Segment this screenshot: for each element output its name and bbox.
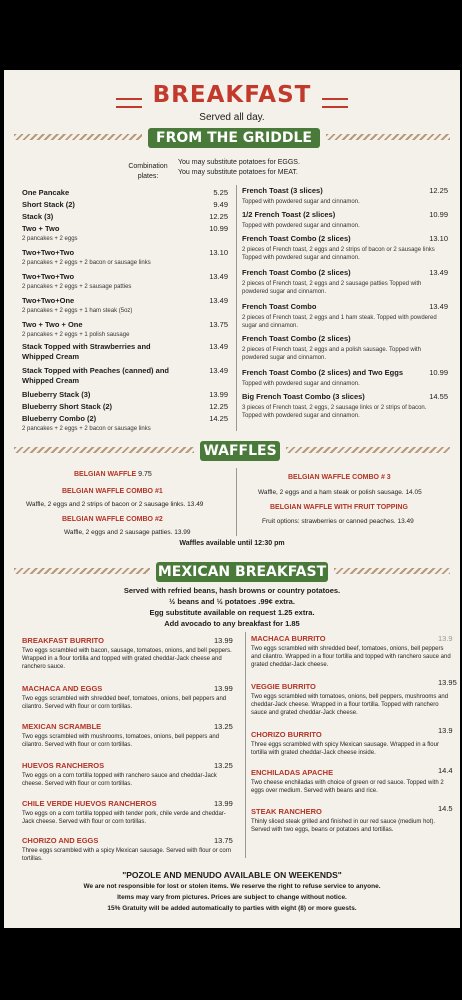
mexican-item: VEGGIE BURRITO — [251, 682, 316, 691]
mexican-item-price: 13.99 — [214, 684, 233, 693]
combo-notes — [178, 158, 358, 178]
french-toast-item: French Toast Combo 13.49 — [242, 302, 448, 311]
footer-line: We are not responsible for lost or stolen items. We reserve the right to refuse service to anyone. — [83, 883, 381, 890]
mexican-item: CHILE VERDE HUEVOS RANCHEROS — [22, 799, 157, 808]
mexican-divider — [245, 632, 246, 858]
waffle-item-desc: Fruit options: strawberries or canned peaches. 13.49 — [262, 518, 414, 525]
mexican-item-desc: Three eggs scrambled with spicy Mexican sausage. Wrapped in a flour tortilla with grated cheddar-Jack cheese inside. — [251, 742, 439, 756]
mexican-note: Served with refried beans, hash browns or country potatoes. — [123, 586, 341, 595]
french-toast-item: Big French Toast Combo (3 slices) 14.55 — [242, 392, 448, 401]
zigzag-left — [14, 134, 142, 140]
mexican-item-desc: Two eggs on a corn tortilla topped with ranchero sauce and cheddar-Jack cheese. Served with flour or corn tortillas. — [22, 773, 217, 787]
zigzag-right — [334, 568, 450, 574]
french-toast-item: 1/2 French Toast (2 slices) 10.99 — [242, 210, 448, 219]
mexican-item: CHORIZO AND EGGS — [22, 836, 99, 845]
title-text: BREAKFAST — [152, 82, 312, 108]
mexican-item: MACHACA AND EGGS — [22, 684, 103, 693]
mexican-item: HUEVOS RANCHEROS — [22, 761, 105, 770]
griddle-item-desc: 2 pancakes + 2 eggs + 1 polish sausage — [22, 332, 130, 338]
zigzag-right — [326, 134, 450, 140]
title-ornament-left — [116, 98, 142, 108]
waffle-item-desc: Waffle, 2 eggs and 2 strips of bacon or 2 sausage links. 13.49 — [26, 501, 204, 508]
served-note: Served all day. — [199, 112, 265, 123]
mexican-item: STEAK RANCHERO — [251, 807, 322, 816]
griddle-item-desc: 2 pancakes + 2 eggs + 1 ham steak (5oz) — [22, 308, 133, 314]
waffles-note: Waffles available until 12:30 pm — [179, 540, 285, 547]
french-toast-desc: Topped with powdered sugar and cinnamon. — [242, 199, 360, 205]
waffle-item: BELGIAN WAFFLE COMBO # 3 — [288, 474, 391, 481]
griddle-banner: FROM THE GRIDDLE — [148, 128, 320, 148]
griddle-divider — [236, 185, 237, 431]
waffles-divider — [236, 468, 237, 536]
mexican-item-price: 13.95 — [438, 678, 457, 687]
griddle-item: Blueberry Stack (3) 13.99 — [22, 390, 228, 399]
griddle-item: One Pancake 5.25 — [22, 188, 228, 197]
title-ornament-right — [322, 98, 348, 108]
french-toast-desc: Topped with powdered sugar and cinnamon. — [242, 223, 360, 229]
mexican-item: ENCHILADAS APACHE — [251, 768, 334, 777]
menu-page — [4, 70, 460, 928]
griddle-item: Stack (3) 12.25 — [22, 212, 228, 221]
french-toast-desc: 2 pieces of French toast, 2 eggs and 2 sausage patties Topped with powdered sugar and cinnamon. — [242, 281, 422, 295]
combo-line-2: You may substitute potatoes for MEAT. — [178, 169, 298, 176]
griddle-item-desc: 2 pancakes + 2 eggs + 2 bacon or sausage links — [22, 260, 151, 266]
mexican-item-price: 14.4 — [438, 766, 453, 775]
weekend-special: "POZOLE AND MENUDO AVAILABLE ON WEEKENDS" — [122, 870, 342, 880]
french-toast-desc: 2 pieces of French toast, 2 eggs and 1 ham steak. Topped with powdered sugar and cinnamon. — [242, 315, 437, 329]
french-toast-item: French Toast (3 slices) 12.25 — [242, 186, 448, 195]
menu-title — [4, 82, 460, 108]
mexican-item-price: 13.25 — [214, 761, 233, 770]
zigzag-left — [14, 447, 194, 453]
griddle-item: Stack Topped with Peaches (canned) and Whipped Cream 13.49 — [22, 366, 228, 385]
combo-label: Combination plates: — [128, 163, 168, 180]
mexican-item: MEXICAN SCRAMBLE — [22, 722, 102, 731]
mexican-item-desc: Three eggs scrambled with a spicy Mexican sausage. Served with flour or corn tortillas. — [22, 848, 232, 862]
mexican-item-price: 13.99 — [214, 799, 233, 808]
griddle-item: Two+Two+One 13.49 — [22, 296, 228, 305]
waffles-banner: WAFFLES — [200, 441, 280, 461]
mexican-item: BREAKFAST BURRITO — [22, 636, 104, 645]
griddle-item: Blueberry Combo (2) 14.25 — [22, 414, 228, 423]
griddle-item: Short Stack (2) 9.49 — [22, 200, 228, 209]
mexican-note: ½ beans and ½ potatoes .99¢ extra. — [169, 597, 295, 606]
griddle-item: Two + Two + One 13.75 — [22, 320, 228, 329]
french-toast-item: French Toast Combo (2 slices) 13.49 — [242, 268, 448, 277]
mexican-item-desc: Two eggs scrambled with bacon, sausage, tomatoes, onions, and bell peppers. Wrapped in a flour tortilla and topped with grated cheddar-Jack cheese and ranchero sauce. — [22, 648, 232, 670]
french-toast-item: French Toast Combo (2 slices) — [242, 334, 351, 343]
waffle-item: BELGIAN WAFFLE COMBO #1 — [62, 488, 163, 495]
french-toast-desc: 2 pieces of French toast, 2 eggs and 2 strips of bacon or 2 sausage links Topped with powdered sugar and cinnamon. — [242, 247, 435, 261]
griddle-item-desc: 2 pancakes + 2 eggs + 2 bacon or sausage links — [22, 426, 151, 432]
mexican-banner: MEXICAN BREAKFAST — [157, 564, 327, 580]
mexican-item-price: 13.9 — [438, 634, 453, 643]
waffle-item: BELGIAN WAFFLE WITH FRUIT TOPPING — [270, 504, 408, 511]
mexican-item-price: 13.99 — [214, 636, 233, 645]
mexican-note: Egg substitute available on request 1.25 extra. — [149, 608, 315, 617]
french-toast-desc: 2 pieces of French toast, 2 eggs and a polish sausage. Topped with powdered sugar and cinnamon. — [242, 347, 422, 361]
mexican-item-desc: Two eggs scrambled with mushrooms, tomatoes, onions, bell peppers and cilantro. Served with flour or corn tortillas. — [22, 734, 220, 748]
french-toast-desc: Topped with powdered sugar and cinnamon. — [242, 381, 360, 387]
combo-line-1: You may substitute potatoes for EGGS. — [178, 159, 300, 166]
griddle-item-desc: 2 pancakes + 2 eggs + 2 sausage patties — [22, 284, 132, 290]
mexican-item-price: 13.75 — [214, 836, 233, 845]
mexican-item-desc: Two eggs scrambled with tomatoes, onions, bell peppers, mushrooms and cheddar-Jack cheese. Wrapped in a flour tortilla. Topped with ranchero sauce and grated cheddar-Jack cheese. — [251, 694, 449, 716]
mexican-item-price: 13.25 — [214, 722, 233, 731]
footer-line: 15% Gratuity will be added automatically to parties with eight (8) or more guests. — [107, 905, 357, 912]
waffle-item: BELGIAN WAFFLE COMBO #2 — [62, 516, 163, 523]
griddle-item-desc: 2 pancakes + 2 eggs — [22, 236, 78, 242]
french-toast-item: French Toast Combo (2 slices) 13.10 — [242, 234, 448, 243]
zigzag-right — [286, 447, 450, 453]
mexican-item-price: 14.5 — [438, 804, 453, 813]
griddle-item: Two + Two 10.99 — [22, 224, 228, 233]
waffle-item: BELGIAN WAFFLE 9.75 — [74, 471, 152, 478]
footer-line: Items may vary from pictures. Prices are subject to change without notice. — [117, 894, 347, 901]
french-toast-item: French Toast Combo (2 slices) and Two Eggs 10.99 — [242, 368, 448, 377]
waffle-item-desc: Waffle, 2 eggs and a ham steak or polish sausage. 14.05 — [258, 489, 422, 496]
french-toast-desc: 3 pieces of French toast, 2 eggs, 2 sausage links or 2 strips of bacon. Topped with powdered sugar and cinnamon. — [242, 405, 427, 419]
mexican-item-desc: Two eggs scrambled with shredded beef, tomatoes, onions, bell peppers and cilantro. Served with flour or corn tortillas. — [22, 696, 227, 710]
waffle-item-desc: Waffle, 2 eggs and 2 sausage patties. 13.99 — [64, 529, 191, 536]
griddle-item: Two+Two+Two 13.10 — [22, 248, 228, 257]
mexican-item-desc: Two eggs on a corn tortilla topped with tender pork, chile verde and cheddar-Jack cheese. Served with flour or corn tortillas. — [22, 811, 226, 825]
mexican-item-desc: Two cheese enchiladas with choice of green or red sauce. Topped with 2 eggs over medium. Served with beans and rice. — [251, 780, 444, 794]
mexican-item-price: 13.9 — [438, 726, 453, 735]
griddle-item: Two+Two+Two 13.49 — [22, 272, 228, 281]
mexican-item: MACHACA BURRITO — [251, 634, 326, 643]
zigzag-left — [14, 568, 150, 574]
mexican-item-desc: Two eggs scrambled with shredded beef, tomatoes, onions, bell peppers and cilantro. Wrapped in a flour tortilla and topped with ranchero sauce and grated cheddar-Jack cheese. — [251, 646, 451, 668]
griddle-item: Stack Topped with Strawberries and Whipped Cream 13.49 — [22, 342, 228, 361]
mexican-item: CHORIZO BURRITO — [251, 730, 322, 739]
griddle-item: Blueberry Short Stack (2) 12.25 — [22, 402, 228, 411]
mexican-item-desc: Thinly sliced steak grilled and finished in our red sauce (medium hot). Served with two eggs, beans or potatoes and tortillas. — [251, 819, 436, 833]
mexican-note: Add avocado to any breakfast for 1.85 — [164, 619, 300, 628]
